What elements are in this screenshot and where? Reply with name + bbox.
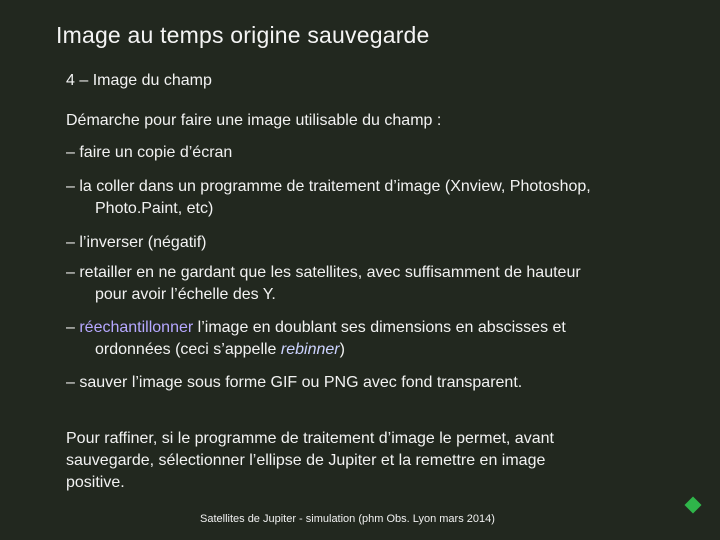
intro-text: Démarche pour faire une image utilisable du champ :: [66, 112, 442, 129]
step-5: [66, 317, 566, 339]
slide-footer: Satellites de Jupiter - simulation (phm Obs. Lyon mars 2014): [200, 513, 495, 525]
step-5-continued: [66, 339, 345, 361]
closing-line-3: positive.: [66, 474, 125, 491]
closing-line-2: sauvegarde, sélectionner l’ellipse de Jupiter et la remettre en image: [66, 452, 546, 469]
slide-title: Image au temps origine sauvegarde: [56, 22, 430, 48]
step-4-continued: pour avoir l’échelle des Y.: [95, 286, 276, 303]
step-5-text: l’image en doublant ses dimensions en abscisses et: [193, 319, 566, 336]
rebinner-term: rebinner: [280, 341, 340, 358]
step-4: – retailler en ne gardant que les satellites, avec suffisamment de hauteur: [66, 264, 581, 281]
step-2: – la coller dans un programme de traitement d’image (Xnview, Photoshop,: [66, 178, 591, 195]
step-3: – l’inverser (négatif): [66, 234, 207, 251]
resample-link[interactable]: réechantillonner: [79, 319, 194, 336]
step-5-cont-pre: ordonnées (ceci s’appelle: [95, 341, 281, 358]
diamond-next-icon[interactable]: [685, 497, 702, 514]
step-1: – faire un copie d’écran: [66, 144, 233, 161]
step-5-cont-post: ): [339, 341, 345, 358]
step-2-continued: Photo.Paint, etc): [95, 200, 214, 217]
closing-line-1: Pour raffiner, si le programme de traitement d’image le permet, avant: [66, 430, 554, 447]
step-6: – sauver l’image sous forme GIF ou PNG avec fond transparent.: [66, 374, 523, 391]
section-heading: 4 – Image du champ: [66, 72, 212, 89]
step-5-prefix: –: [66, 319, 80, 336]
